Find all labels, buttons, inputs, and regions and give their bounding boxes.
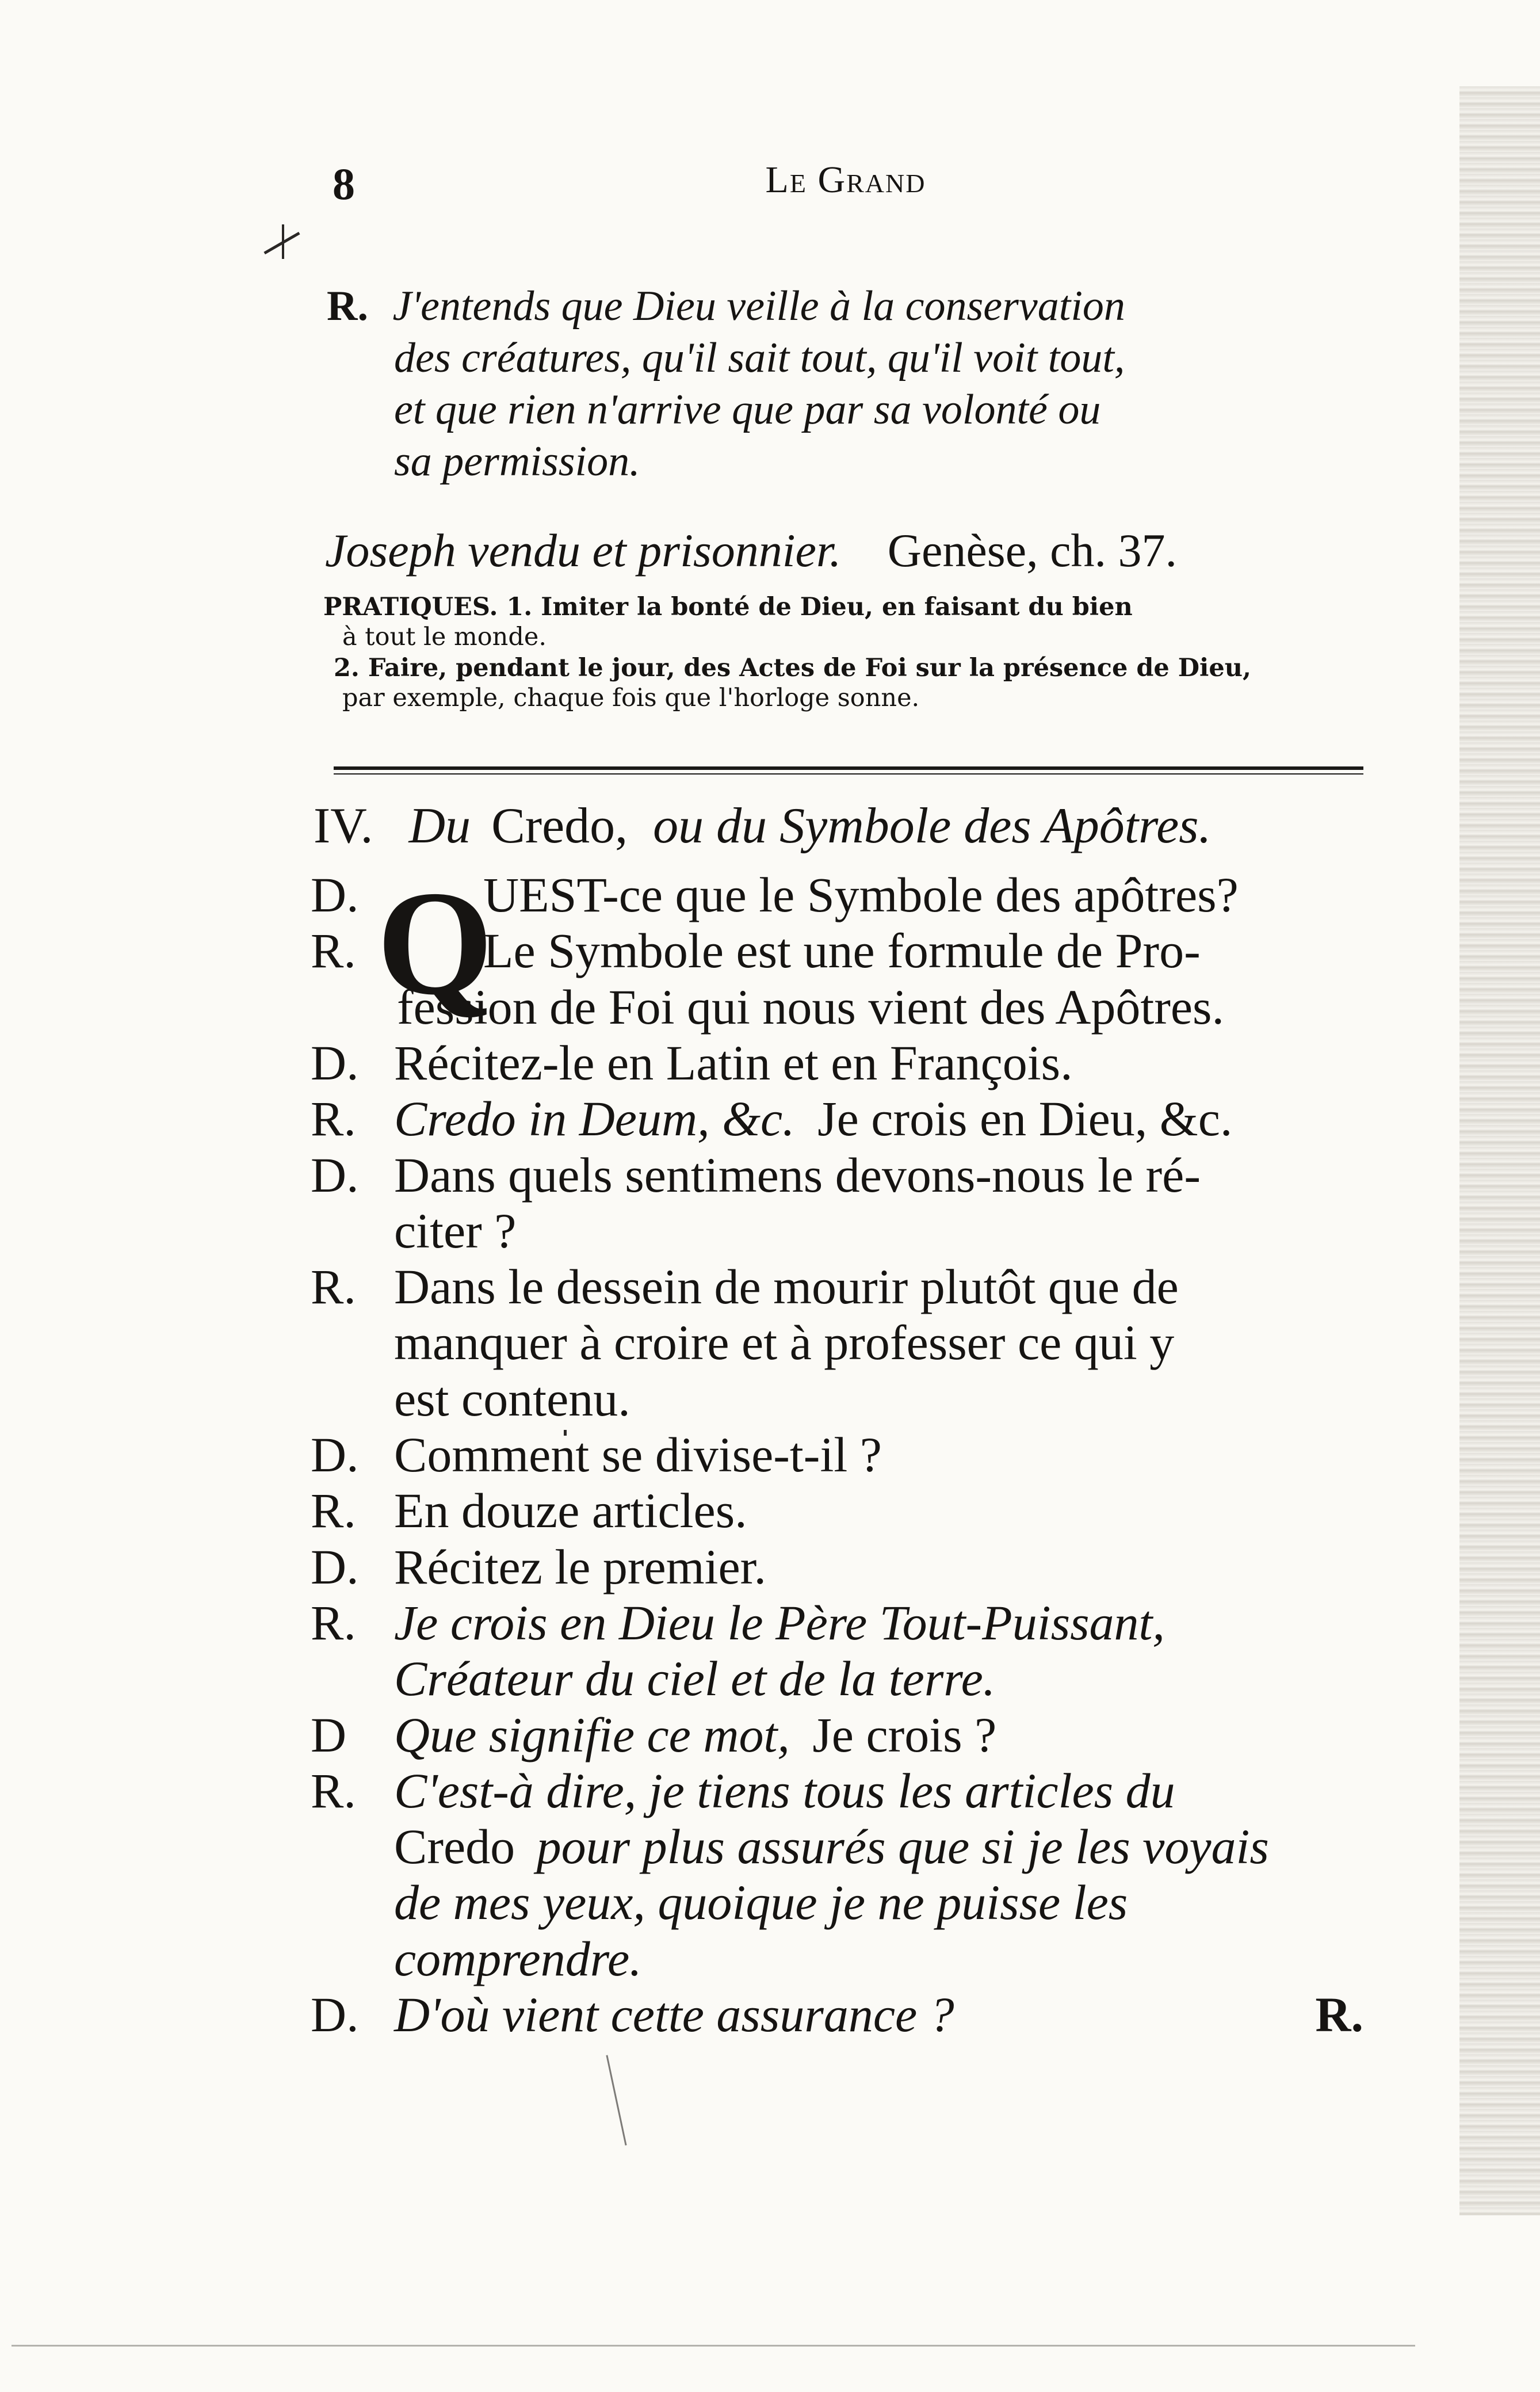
speaker-label: R. [311, 1259, 356, 1315]
catchword: R. [1315, 1987, 1363, 2042]
dialogue-text: comprendre. [394, 1931, 642, 1986]
ink-stroke [282, 224, 284, 259]
reference-italic: Joseph vendu et prisonnier. [325, 524, 842, 577]
dialogue-text: En douze articles. [394, 1483, 747, 1539]
dialogue-text: Récitez le premier. [394, 1539, 767, 1594]
section-heading-line [314, 797, 1375, 855]
dialogue-text-italic: pour plus assurés que si je les voyais [524, 1819, 1269, 1875]
dialogue-text: Dans le dessein de mourir plutôt que de [394, 1259, 1179, 1315]
section-title-credo: Credo, [491, 798, 628, 854]
dialogue-text: fession de Foi qui nous vient des Apôtres. [397, 979, 1225, 1035]
section-rule-thin [334, 773, 1363, 775]
dialogue-text-roman: Je crois ? [800, 1707, 997, 1762]
speaker-label: R. [327, 283, 368, 330]
page-header [311, 158, 1381, 227]
speaker-label: D. [311, 1987, 359, 2042]
section-rule [334, 766, 1363, 770]
response-line-1 [311, 282, 1375, 334]
pratiques-line-4: par exemple, chaque fois que l'horloge sonne. [342, 684, 920, 712]
dialogue-text: Comment se divise-t-il ? [394, 1427, 882, 1482]
speaker-label: D. [311, 1427, 359, 1482]
speaker-label: R. [311, 1091, 356, 1147]
reference-plain: Genèse, ch. 37. [887, 524, 1177, 577]
dialogue-text-italic: Credo in Deum, &c. [394, 1091, 795, 1147]
section-title-du: Du [408, 798, 471, 854]
dialogue-text: C'est-à dire, je tiens tous les articles du [394, 1762, 1175, 1818]
pratiques-line-2: à tout le monde. [342, 623, 547, 651]
dialogue-text: Le Symbole est une formule de Pro- [483, 923, 1201, 979]
dialogue-text: Récitez-le en Latin et en François. [394, 1035, 1073, 1090]
speaker-label: D. [311, 1539, 359, 1594]
page-number: 8 [333, 159, 355, 209]
dialogue-text: de mes yeux, quoique je ne puisse les [394, 1875, 1128, 1931]
speaker-label: R. [311, 923, 356, 979]
bottom-edge [12, 2345, 1415, 2347]
section-number: IV. [314, 798, 373, 854]
dialogue-text [394, 1090, 1232, 1147]
speaker-label: R. [311, 1762, 356, 1818]
speaker-label: R. [311, 1594, 356, 1650]
response-line-2: des créatures, qu'il sait tout, qu'il voit tout, [394, 334, 1125, 382]
dialogue-text [394, 1706, 996, 1764]
dialogue-text-italic: Que signifie ce mot, [394, 1707, 790, 1762]
response-line-3: et que rien n'arrive que par sa volonté ou [394, 386, 1101, 433]
running-head-text: Le Grand [765, 159, 926, 201]
dialogue-text: manquer à croire et à professer ce qui y [394, 1315, 1175, 1371]
pratiques-line-1: PRATIQUES. 1. Imiter la bonté de Dieu, en faisant du bien [323, 593, 1133, 621]
dialogue-text: Créateur du ciel et de la terre. [394, 1651, 996, 1707]
speaker-label: D [311, 1707, 347, 1762]
pratiques-line-3: 2. Faire, pendant le jour, des Actes de Foi sur la présence de Dieu, [334, 654, 1251, 682]
dialogue-text [394, 1818, 1269, 1875]
response-line-4: sa permission. [394, 438, 640, 485]
dialogue-text: est contenu. [394, 1371, 630, 1426]
dialogue-text: Dans quels sentimens devons-nous le ré- [394, 1147, 1201, 1203]
speaker-label: D. [311, 867, 359, 922]
dialogue-text-roman: Je crois en Dieu, &c. [805, 1091, 1233, 1147]
speaker-label: D. [311, 1147, 359, 1203]
response-text: J'entends que Dieu veille à la conservation [392, 283, 1125, 330]
ink-stroke [606, 2055, 626, 2145]
running-head [311, 158, 1381, 202]
page-edge-shadow [1459, 86, 1540, 2215]
dialogue-text-roman: Credo [394, 1819, 515, 1875]
dialogue-text: D'où vient cette assurance ? [394, 1987, 954, 2042]
reference-line [325, 524, 1375, 578]
speaker-label: D. [311, 1035, 359, 1090]
section-title-rest: ou du Symbole des Apôtres. [653, 798, 1212, 854]
drop-cap: Q [377, 860, 494, 1026]
dialogue-text: Je crois en Dieu le Père Tout-Puissant, [394, 1594, 1165, 1650]
dialogue-text: citer ? [394, 1203, 517, 1258]
dialogue-text: UEST-ce que le Symbole des apôtres? [483, 867, 1239, 922]
speaker-label: R. [311, 1483, 356, 1539]
